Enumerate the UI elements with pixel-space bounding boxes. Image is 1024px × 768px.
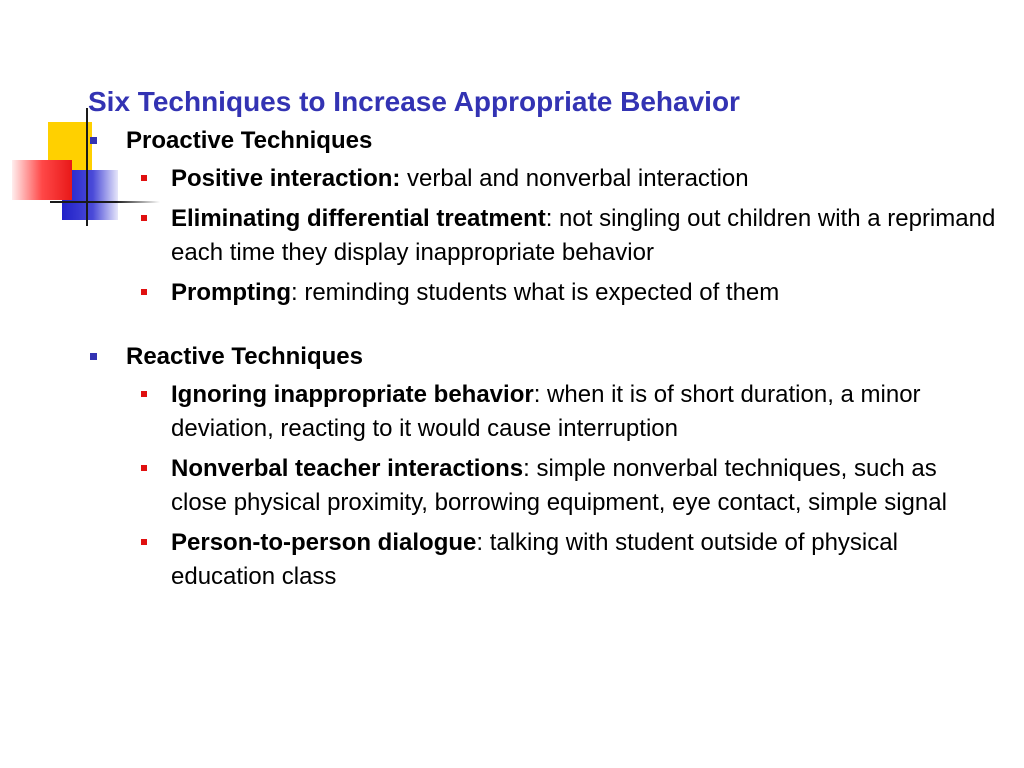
technique-description: : talking with student outside of physical education class <box>171 529 898 590</box>
item-bullet-icon <box>141 539 147 545</box>
section-reactive <box>88 340 998 594</box>
technique-description: : not singling out children with a reprimand each time they display inappropriate behavior <box>171 205 996 266</box>
slide-content <box>88 124 998 600</box>
list-item <box>126 452 998 520</box>
technique-description: verbal and nonverbal interaction <box>400 165 749 192</box>
technique-description: : simple nonverbal techniques, such as close physical proximity, borrowing equipment, eye contact, simple signal <box>171 455 947 516</box>
item-bullet-icon <box>141 289 147 295</box>
section-proactive <box>88 124 998 310</box>
decor-red-square <box>12 160 72 200</box>
technique-term: Positive interaction: <box>171 165 401 192</box>
technique-description: : when it is of short duration, a minor deviation, reacting to it would cause interruption <box>171 381 921 442</box>
technique-list <box>126 162 998 310</box>
section-heading: Proactive Techniques <box>126 127 373 154</box>
item-bullet-icon <box>141 391 147 397</box>
list-item <box>126 276 998 310</box>
list-item <box>126 162 998 196</box>
technique-term: Eliminating differential treatment <box>171 205 546 232</box>
section-bullet-icon <box>90 137 97 144</box>
technique-term: Person-to-person dialogue <box>171 529 477 556</box>
technique-description: : reminding students what is expected of them <box>291 279 780 306</box>
item-bullet-icon <box>141 175 147 181</box>
item-bullet-icon <box>141 465 147 471</box>
list-item <box>126 378 998 446</box>
technique-term: Nonverbal teacher interactions <box>171 455 524 482</box>
technique-term: Prompting <box>171 279 291 306</box>
list-item <box>126 202 998 270</box>
technique-list <box>126 378 998 594</box>
list-item <box>126 526 998 594</box>
technique-term: Ignoring inappropriate behavior <box>171 381 534 408</box>
section-bullet-icon <box>90 353 97 360</box>
section-heading: Reactive Techniques <box>126 343 363 370</box>
slide-title: Six Techniques to Increase Appropriate Behavior <box>88 86 740 117</box>
item-bullet-icon <box>141 215 147 221</box>
